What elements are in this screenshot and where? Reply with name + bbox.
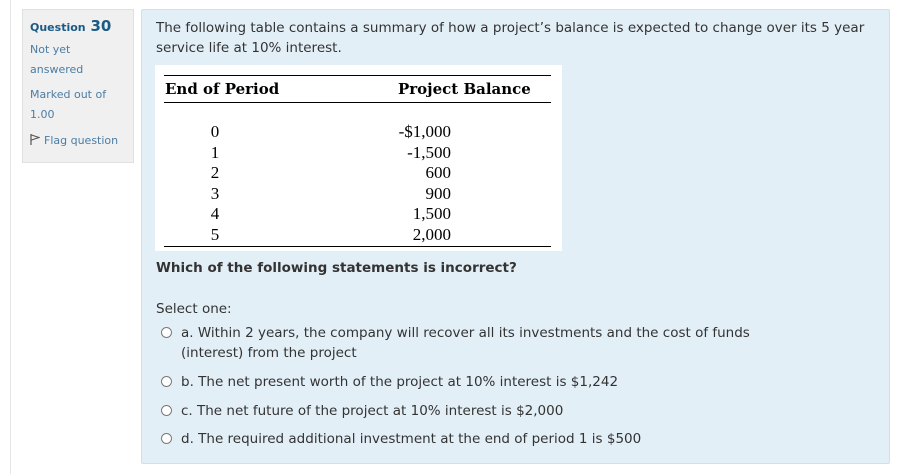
balance-cell: 1,500 xyxy=(412,204,451,223)
question-label: Question xyxy=(30,21,86,34)
balance-cell: 900 xyxy=(425,183,451,203)
page-left-border xyxy=(10,0,11,474)
balance-cell: -$1,000 xyxy=(398,122,451,141)
question-text: The following table contains a summary of how a project’s balance is expected to change over its 5 year service life at 10% interest. xyxy=(156,20,865,56)
table-bottom-rule xyxy=(164,246,551,247)
column-header-balance: Project Balance xyxy=(398,80,531,98)
balance-cell: 2,000 xyxy=(412,224,451,244)
column-header-period: End of Period xyxy=(165,80,280,98)
radio-a[interactable] xyxy=(161,327,172,338)
question-info-panel xyxy=(22,9,134,163)
question-prompt: Which of the following statements is incorrect? xyxy=(156,260,517,276)
radio-b[interactable] xyxy=(161,376,172,387)
flag-question-label: Flag question xyxy=(44,134,119,147)
balance-column xyxy=(391,122,451,245)
period-cell: 1 xyxy=(210,142,220,162)
radio-c[interactable] xyxy=(161,405,172,416)
answer-option-label: c. The net future of the project at 10% interest is $2,000 xyxy=(181,403,564,419)
table-top-rule xyxy=(164,75,551,76)
balance-cell: -1,500 xyxy=(407,142,451,162)
balance-table-image xyxy=(155,65,562,251)
question-grade: Marked out of 1.00 xyxy=(30,88,107,121)
question-number: 30 xyxy=(90,17,112,35)
select-one-label: Select one: xyxy=(156,301,232,317)
period-cell: 5 xyxy=(210,224,220,244)
period-cell: 3 xyxy=(210,183,220,203)
question-state: Not yet answered xyxy=(30,43,84,76)
radio-d[interactable] xyxy=(161,433,172,444)
period-cell: 0 xyxy=(210,122,220,141)
period-cell: 2 xyxy=(210,163,220,182)
flag-icon xyxy=(30,134,40,145)
balance-cell: 600 xyxy=(425,163,451,182)
flag-question-link[interactable] xyxy=(30,134,127,148)
answer-option-label: a. Within 2 years, the company will recover all its investments and the cost of funds (interest) from the project xyxy=(181,325,750,361)
period-column xyxy=(195,122,235,245)
answer-option-label: d. The required additional investment at the end of period 1 is $500 xyxy=(181,431,642,447)
question-content xyxy=(141,9,890,464)
period-cell: 4 xyxy=(210,204,220,223)
question-title xyxy=(30,16,127,38)
table-header-rule xyxy=(164,102,551,103)
answer-option-label: b. The net present worth of the project at 10% interest is $1,242 xyxy=(181,374,619,390)
